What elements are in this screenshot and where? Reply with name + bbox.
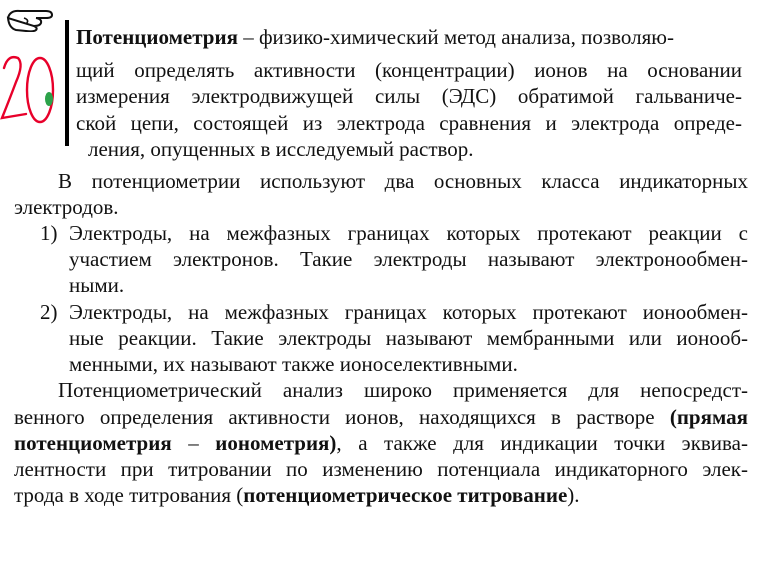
list-item-1-line-2: участием электронов. Такие электроды называют электронообмен- (69, 247, 748, 271)
list-marker-2: 2) (40, 300, 58, 324)
pointing-hand-icon (6, 6, 60, 32)
green-mark-icon (45, 92, 53, 106)
final-line-1: Потенциометрический анализ широко применяется для непосредст- (58, 378, 748, 402)
margin-rule (65, 20, 69, 146)
classes-line-2: электродов. (14, 195, 119, 219)
intro-line-5: ления, опущенных в исследуемый раствор. (88, 137, 474, 161)
list-item-1-line-1: Электроды, на межфазных границах которых протекают реакции с (69, 221, 748, 245)
list-item-1-line-3: ными. (69, 273, 125, 297)
intro-line-1: Потенциометрия – физико-химический метод анализа, позволяю- (76, 25, 674, 49)
final-line-3: потенциометрия – ионометрия), а также для индикации точки эквива- (14, 431, 748, 455)
list-item-2-line-1: Электроды, на межфазных границах которых протекают ионообмен- (69, 300, 748, 324)
intro-line-2: щий определять активности (концентрации) ионов на основании (76, 58, 742, 82)
handwritten-number (0, 52, 62, 126)
final-line-5: трода в ходе титрования (потенциометрическое титрование). (14, 483, 580, 507)
final-line-4: лентности при титровании по изменению потенциала индикаторного элек- (14, 457, 748, 481)
term-potentiometry: Потенциометрия (76, 25, 238, 49)
list-item-2-line-2: ные реакции. Такие электроды называют мембранными или ионооб- (69, 326, 748, 350)
intro-line-4: ской цепи, состоящей из электрода сравнения и электрода опреде- (76, 111, 742, 135)
intro-line-3: измерения электродвижущей силы (ЭДС) обратимой гальваниче- (76, 84, 742, 108)
classes-line-1: В потенциометрии используют два основных класса индикаторных (58, 169, 748, 193)
list-marker-1: 1) (40, 221, 58, 245)
list-item-2-line-3: менными, их называют также ионоселективными. (69, 352, 518, 376)
final-line-2: венного определения активности ионов, находящихся в растворе (прямая (14, 405, 748, 429)
